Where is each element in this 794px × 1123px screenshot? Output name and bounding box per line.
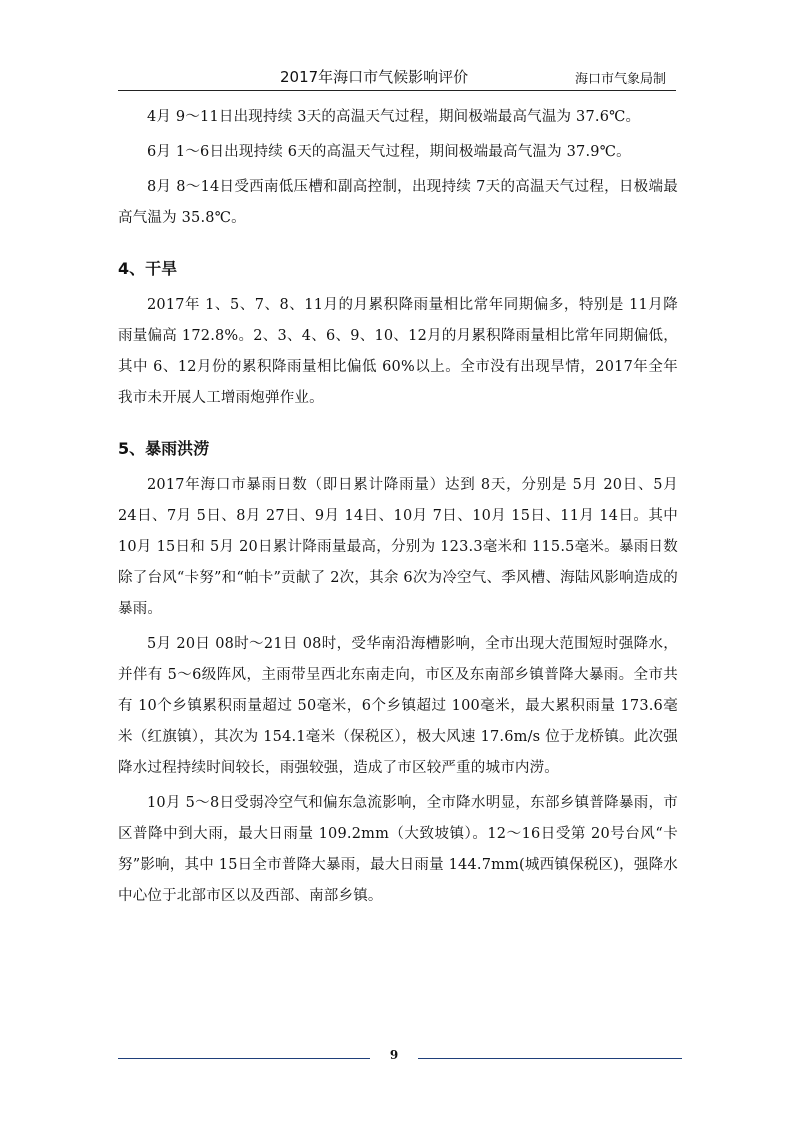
section-heading-drought: 4、干旱 [118,259,178,278]
document-body [118,102,678,916]
section-heading-rainstorm-flood: 5、暴雨洪涝 [118,439,210,458]
paragraph: 2017年海口市暴雨日数（即日累计降雨量）达到 8天，分别是 5月 20日、5月 24日、7月 5日、8月 27日、9月 14日、10月 7日、10月 15日、11月 14日。其中 10月 15日和 5月 20日累计降雨量最高，分别为 123.3毫米和 115.5毫米。暴雨日数除了台风“卡努”和“帕卡”贡献了 2次，其余 6次为冷空气、季风槽、海陆风影响造成的暴雨。 [118,477,678,617]
paragraph: 8月 8～14日受西南低压槽和副高控制，出现持续 7天的高温天气过程，日极端最高气温为 35.8℃。 [118,179,678,226]
paragraph: 4月 9～11日出现持续 3天的高温天气过程，期间极端最高气温为 37.6℃。 [147,109,641,125]
paragraph: 6月 1～6日出现持续 6天的高温天气过程，期间极端最高气温为 37.9℃。 [147,144,631,160]
page-header [118,62,676,91]
footer-rule-left [118,1058,370,1059]
page-number: 9 [389,1048,399,1062]
header-organization: 海口市气象局制 [574,72,666,87]
footer-rule-right [418,1058,682,1059]
page-footer [118,1050,682,1066]
paragraph: 10月 5～8日受弱冷空气和偏东急流影响，全市降水明显，东部乡镇普降暴雨，市区普降中到大雨，最大日雨量 109.2mm（大致坡镇）。12～16日受第 20号台风“卡努”影响，其中 15日全市普降大暴雨，最大日雨量 144.7mm(城西镇保税区)，强降水中心位于北部市区以及西部、南部乡镇。 [118,795,678,904]
paragraph: 2017年 1、5、7、8、11月的月累积降雨量相比常年同期偏多，特别是 11月降雨量偏高 172.8%。2、3、4、6、9、10、12月的月累积降雨量相比常年同期偏低，其中 6、12月份的累积降雨量相比偏低 60%以上。全市没有出现旱情，2017年全年我市未开展人工增雨炮弹作业。 [118,297,678,406]
header-title: 2017年海口市气候影响评价 [280,68,469,86]
paragraph: 5月 20日 08时～21日 08时，受华南沿海槽影响，全市出现大范围短时强降水，并伴有 5～6级阵风，主雨带呈西北东南走向，市区及东南部乡镇普降大暴雨。全市共有 10个乡镇累积雨量超过 50毫米，6个乡镇超过 100毫米，最大累积雨量 173.6毫米（红旗镇），其次为 154.1毫米（保税区），极大风速 17.6m/s 位于龙桥镇。此次强降水过程持续时间较长，雨强较强，造成了市区较严重的城市内涝。 [118,636,678,776]
